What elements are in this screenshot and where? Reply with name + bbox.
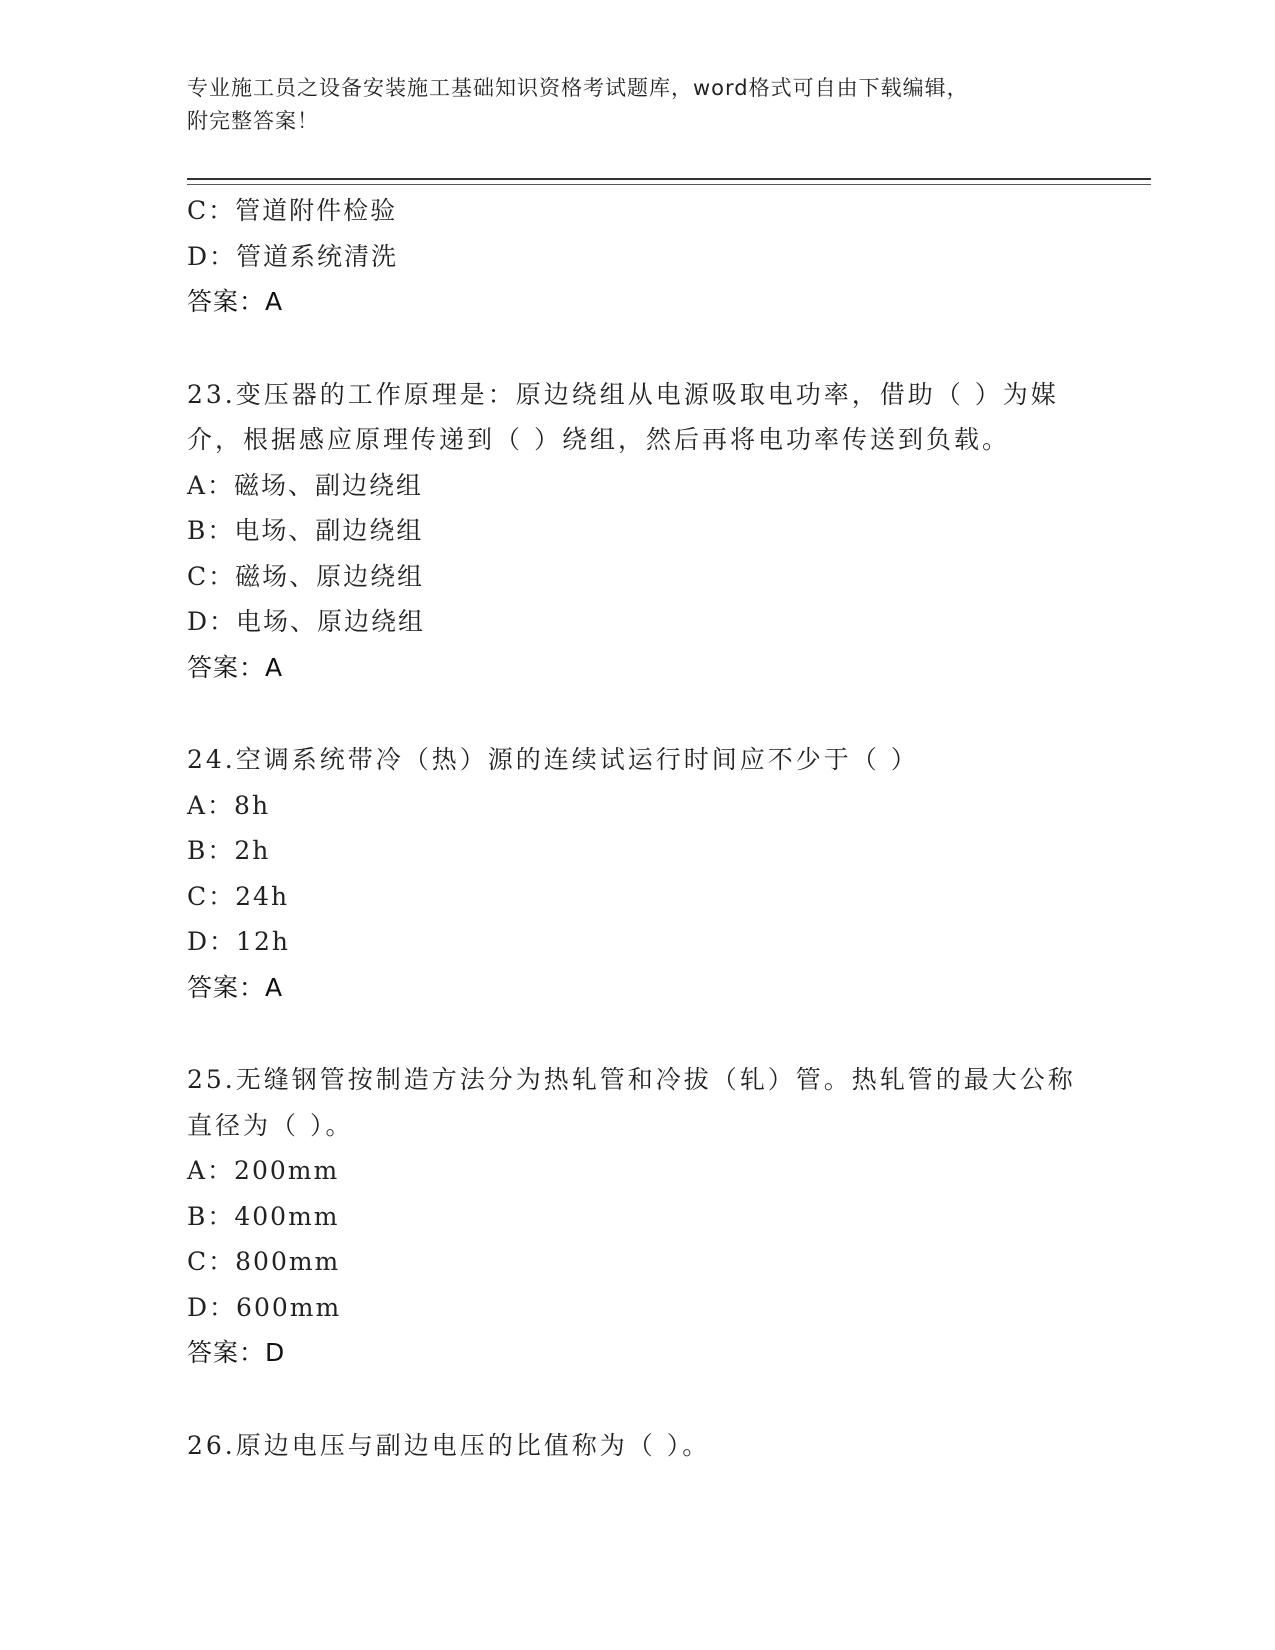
question-23 (187, 372, 1087, 691)
option-a: A：200mm (187, 1156, 340, 1185)
option-c: C：24h (187, 881, 290, 911)
option-d: D：管道系统清洗 (187, 241, 399, 271)
header-title-line-1: 专业施工员之设备安装施工基础知识资格考试题库，word格式可自由下载编辑， (187, 76, 969, 100)
option-d: D：12h (187, 927, 290, 956)
question-text: 25.无缝钢管按制造方法分为热轧管和冷拔（轧）管。热轧管的最大公称直径为（ ）。 (187, 1065, 1076, 1140)
option-b: B：2h (187, 836, 271, 865)
question-text: 26.原边电压与副边电压的比值称为（ ）。 (187, 1430, 711, 1460)
question-list (187, 188, 1087, 1468)
option-d: D：电场、原边绕组 (187, 607, 426, 636)
answer-line: 答案：A (187, 287, 284, 316)
option-a: A：磁场、副边绕组 (187, 470, 424, 500)
answer-line: 答案：A (187, 652, 284, 682)
option-b: B：400mm (187, 1201, 340, 1231)
question-25 (187, 1057, 1087, 1376)
option-d: D：600mm (187, 1292, 342, 1322)
question-24 (187, 737, 1087, 1010)
option-b: B：电场、副边绕组 (187, 516, 424, 545)
header-title-line-2: 附完整答案！ (187, 109, 319, 133)
option-c: C：管道附件检验 (187, 196, 398, 225)
option-a: A：8h (187, 790, 271, 820)
header-divider-thick (187, 178, 1151, 180)
option-c: C：磁场、原边绕组 (187, 561, 425, 591)
answer-line: 答案：A (187, 972, 284, 1002)
question-26 (187, 1423, 1087, 1469)
answer-line: 答案：D (187, 1338, 286, 1367)
option-c: C：800mm (187, 1247, 341, 1276)
question-22-continued (187, 188, 1087, 325)
question-text: 23.变压器的工作原理是：原边绕组从电源吸取电功率，借助（ ）为媒介，根据感应原理传递到（ ）绕组，然后再将电功率传送到负载。 (187, 379, 1059, 454)
question-text: 24.空调系统带冷（热）源的连续试运行时间应不少于（ ） (187, 745, 919, 774)
header-divider-thin (187, 184, 1151, 185)
page-header (187, 72, 1067, 138)
